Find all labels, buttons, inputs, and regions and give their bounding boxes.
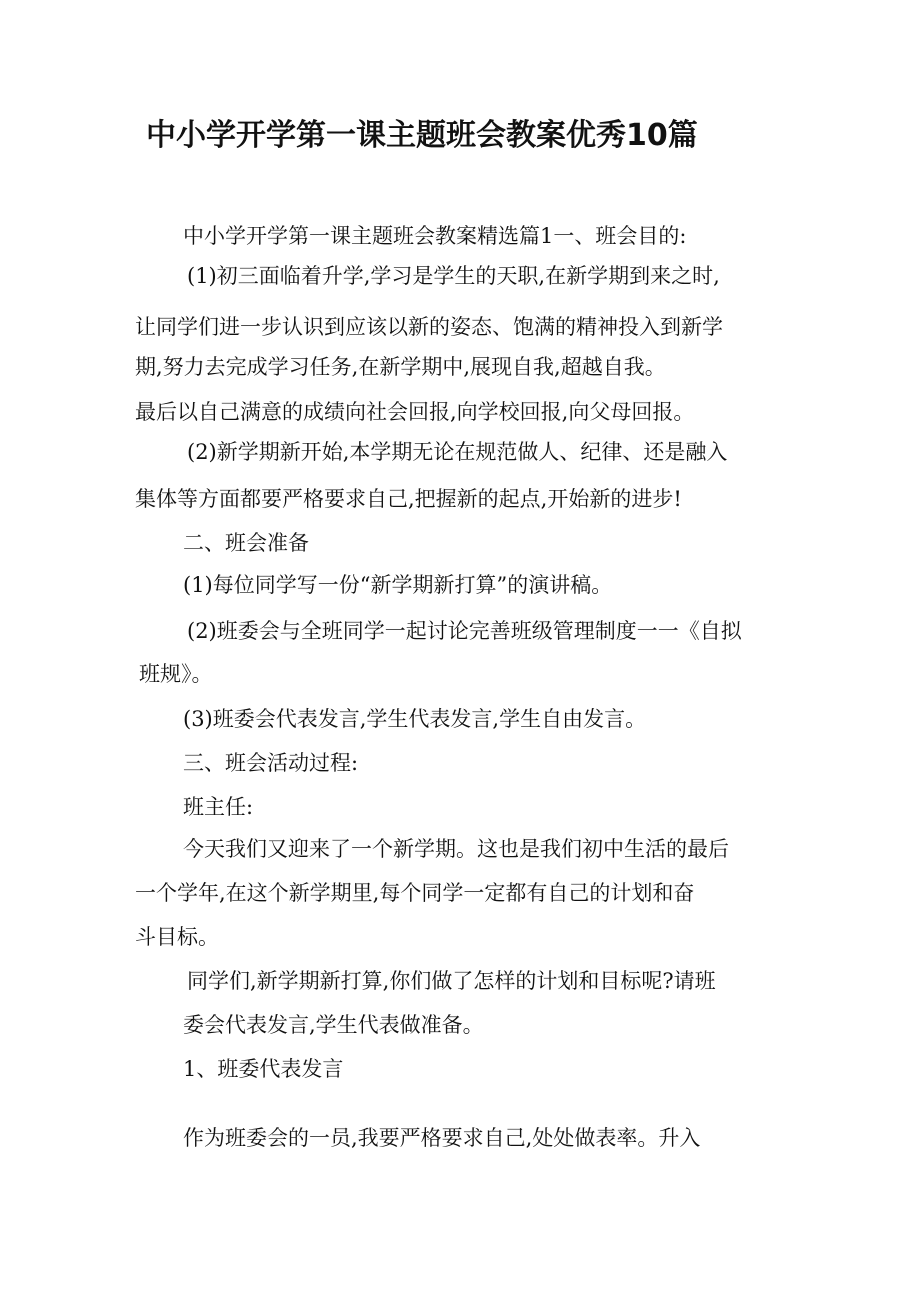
paragraph-line: 同学们,新学期新打算,你们做了怎样的计划和目标呢?请班 <box>187 969 716 993</box>
paragraph-line: (1)初三面临着升学,学习是学生的天职,在新学期到来之时, <box>187 264 720 288</box>
paragraph-line: 委会代表发言,学生代表做准备。 <box>183 1013 484 1037</box>
paragraph-line: (2)新学期新开始,本学期无论在规范做人、纪律、还是融入 <box>187 440 728 464</box>
subsection-heading: 1、班委代表发言 <box>183 1057 344 1081</box>
paragraph-line: 让同学们进一步认识到应该以新的姿态、饱满的精神投入到新学 <box>135 315 723 339</box>
paragraph-line: 斗目标。 <box>135 925 219 949</box>
paragraph-line: (3)班委会代表发言,学生代表发言,学生自由发言。 <box>183 707 647 731</box>
paragraph-line: 期,努力去完成学习任务,在新学期中,展现自我,超越自我。 <box>135 355 666 379</box>
paragraph-line: 今天我们又迎来了一个新学期。这也是我们初中生活的最后 <box>183 837 729 861</box>
paragraph-line: 一个学年,在这个新学期里,每个同学一定都有自己的计划和奋 <box>135 881 695 905</box>
paragraph-line: 班规》。 <box>139 662 213 686</box>
paragraph-line: 集体等方面都要严格要求自己,把握新的起点,开始新的进步! <box>135 487 682 511</box>
paragraph-line: 中小学开学第一课主题班会教案精选篇1一、班会目的: <box>183 224 687 248</box>
paragraph-line: 最后以自己满意的成绩向社会回报,向学校回报,向父母回报。 <box>135 400 695 424</box>
paragraph-line: 作为班委会的一员,我要严格要求自己,处处做表率。升入 <box>183 1126 701 1150</box>
paragraph-line: 班主任: <box>183 795 254 819</box>
paragraph-line: (2)班委会与全班同学一起讨论完善班级管理制度一一《自拟 <box>187 619 742 643</box>
paragraph-line: (1)每位同学写一份“新学期新打算”的演讲稿。 <box>183 573 613 597</box>
section-heading: 三、班会活动过程: <box>183 751 359 775</box>
section-heading: 二、班会准备 <box>183 531 309 555</box>
document-title: 中小学开学第一课主题班会教案优秀10篇 <box>146 118 698 153</box>
